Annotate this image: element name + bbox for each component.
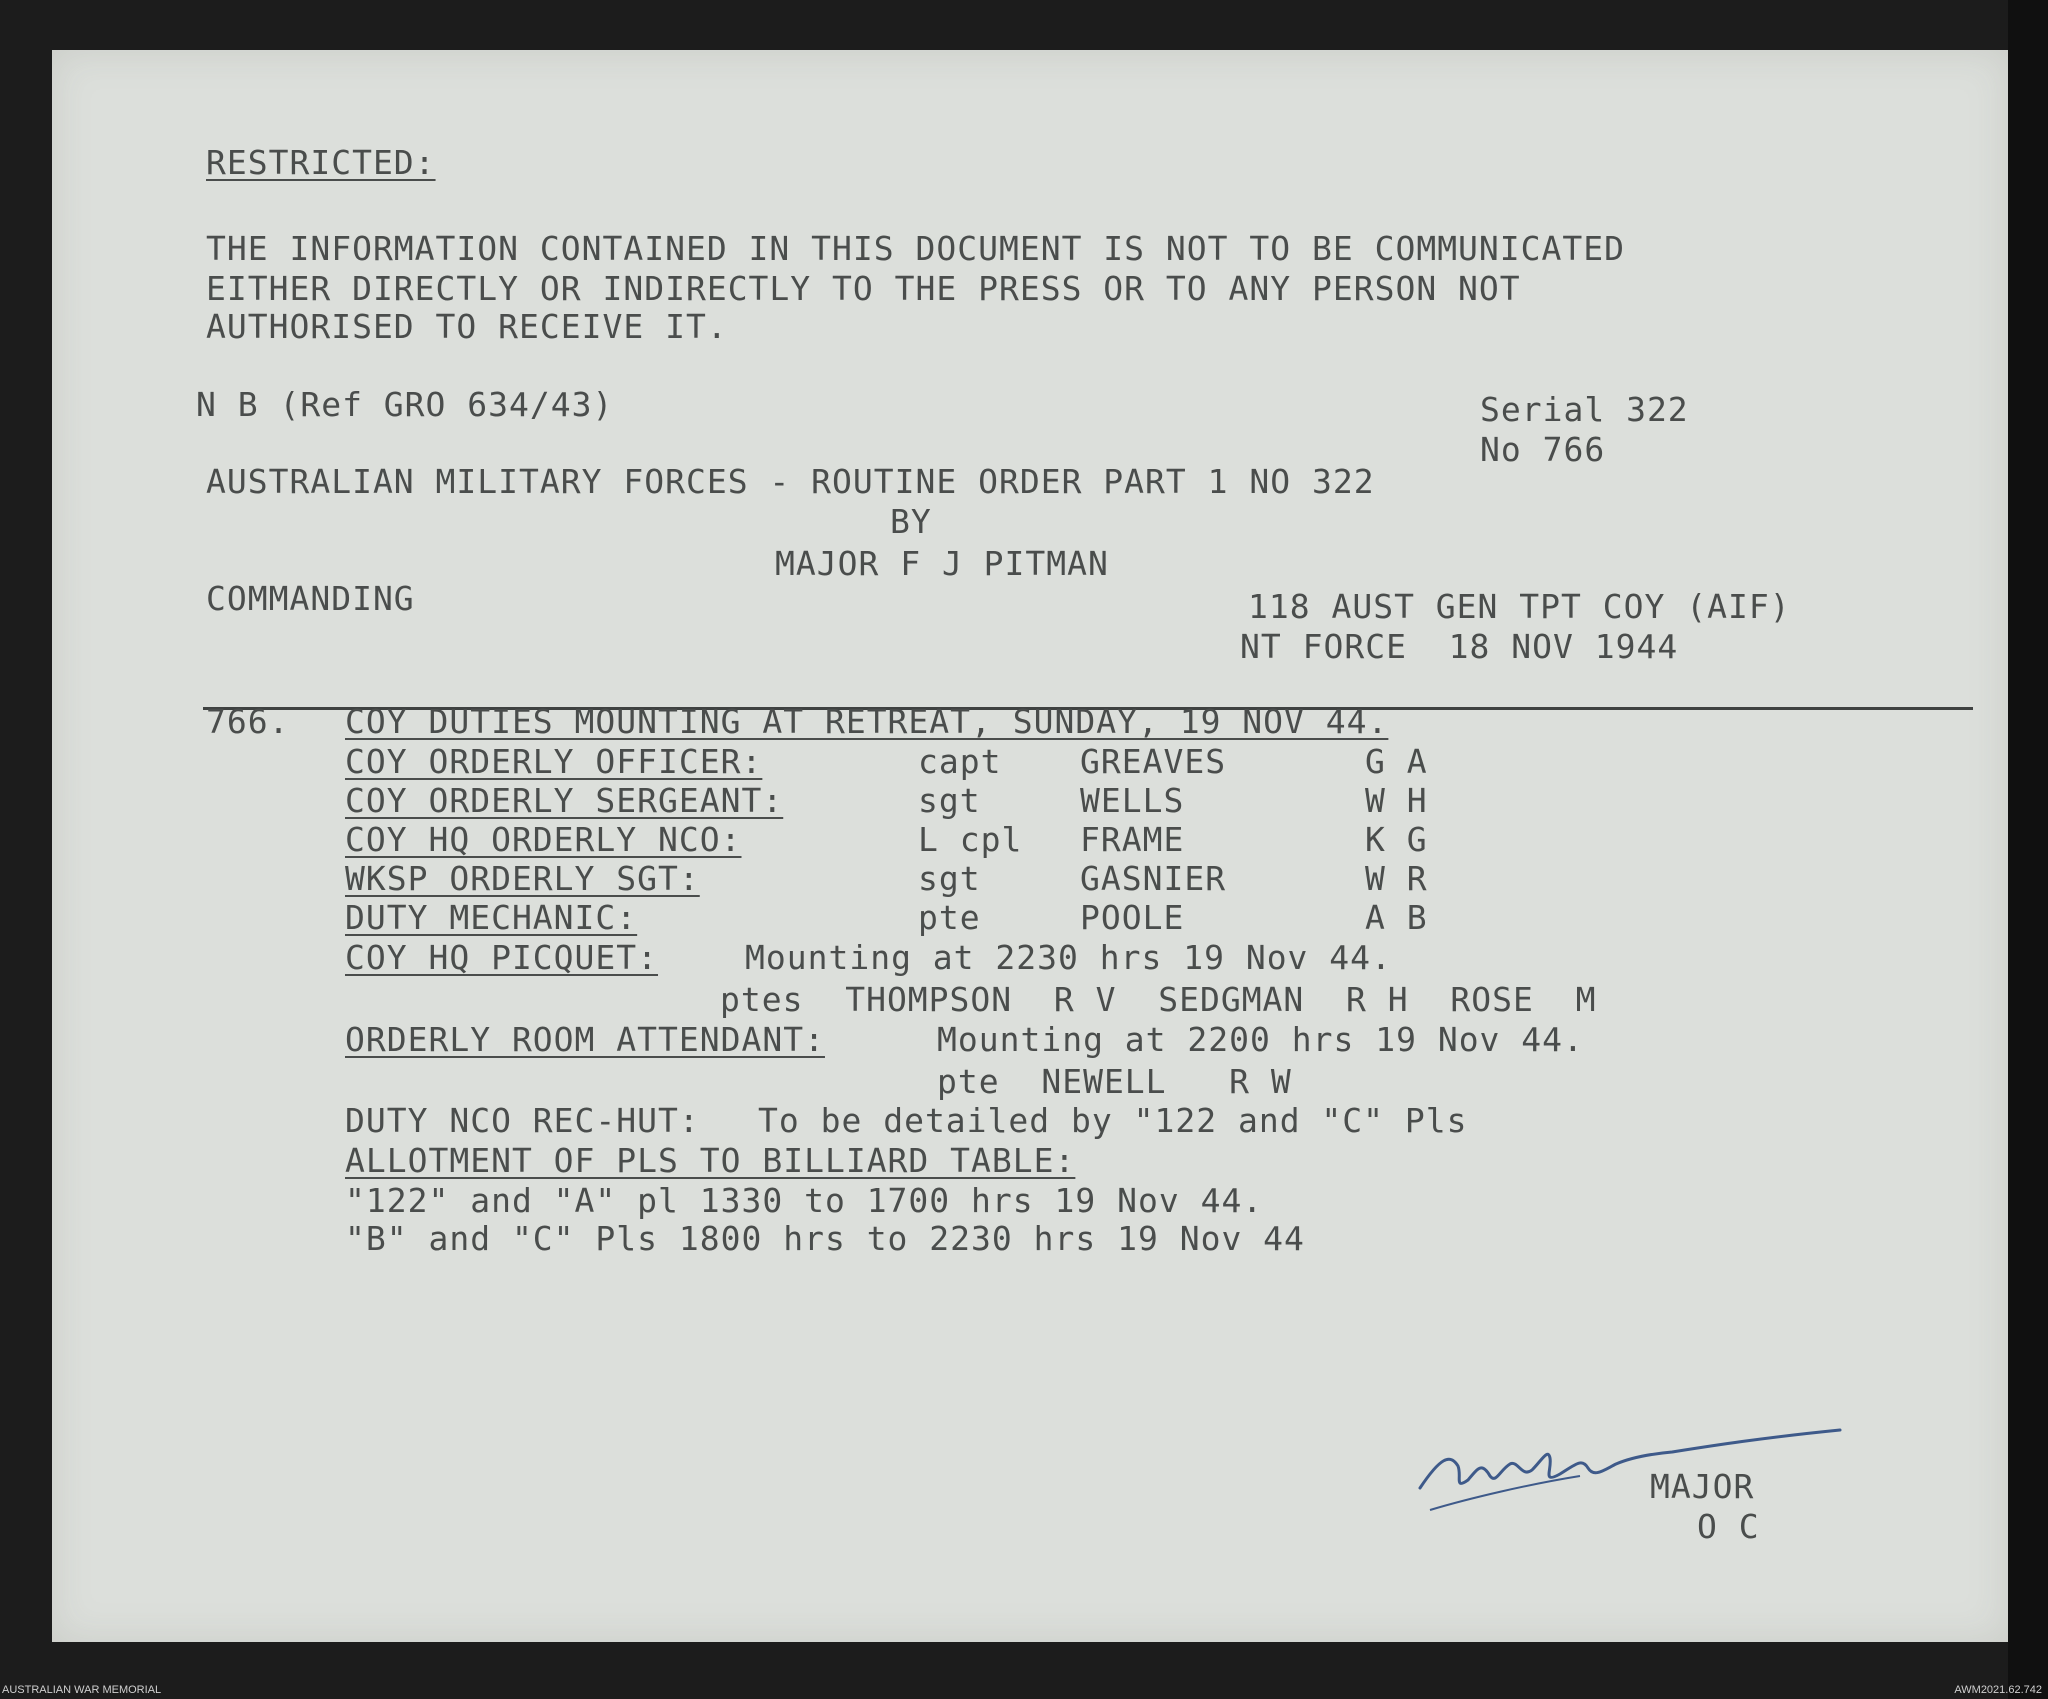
billiard-line-2: "B" and "C" Pls 1800 hrs to 2230 hrs 19 Nov 44: [345, 1219, 1305, 1258]
orderly-room-mounting: Mounting at 2200 hrs 19 Nov 44.: [937, 1020, 1584, 1059]
duty-rank: pte: [918, 898, 981, 937]
duty-initials: W H: [1365, 781, 1428, 820]
restricted-line-2: EITHER DIRECTLY OR INDIRECTLY TO THE PRESS OR TO ANY PERSON NOT: [206, 269, 1521, 308]
duty-role: COY ORDERLY SERGEANT:: [345, 781, 784, 820]
billiard-label: ALLOTMENT OF PLS TO BILLIARD TABLE:: [345, 1141, 1076, 1180]
commanding-label: COMMANDING: [206, 579, 415, 618]
unit-name: 118 AUST GEN TPT COY (AIF): [1248, 587, 1791, 626]
duty-role: COY HQ ORDERLY NCO:: [345, 820, 742, 859]
restricted-line-1: THE INFORMATION CONTAINED IN THIS DOCUMENT IS NOT TO BE COMMUNICATED: [206, 229, 1626, 268]
item-number: 766.: [206, 702, 290, 741]
force-and-date: NT FORCE 18 NOV 1944: [1240, 627, 1679, 666]
duty-initials: K G: [1365, 820, 1428, 859]
duty-role: COY ORDERLY OFFICER:: [345, 742, 763, 781]
order-title: AUSTRALIAN MILITARY FORCES - ROUTINE ORDER PART 1 NO 322: [206, 462, 1375, 501]
signoff-title: O C: [1697, 1507, 1760, 1546]
issuing-officer: MAJOR F J PITMAN: [775, 544, 1109, 583]
duty-name: FRAME: [1080, 820, 1185, 859]
duty-initials: W R: [1365, 859, 1428, 898]
reference-note: N B (Ref GRO 634/43): [196, 385, 614, 424]
restricted-line-3: AUTHORISED TO RECEIVE IT.: [206, 307, 728, 346]
duty-initials: A B: [1365, 898, 1428, 937]
duty-nco-label: DUTY NCO REC-HUT:: [345, 1101, 700, 1140]
picquet-members: ptes THOMPSON R V SEDGMAN R H ROSE M: [720, 980, 1597, 1019]
accession-number: AWM2021.62.742: [1954, 1684, 2042, 1696]
serial-number: Serial 322: [1480, 390, 1689, 429]
scan-background: [2008, 0, 2048, 1699]
duty-name: GREAVES: [1080, 742, 1227, 781]
archive-caption: AUSTRALIAN WAR MEMORIAL: [2, 1684, 162, 1696]
order-by: BY: [890, 502, 932, 541]
orderly-room-label: ORDERLY ROOM ATTENDANT:: [345, 1020, 825, 1059]
duty-name: POOLE: [1080, 898, 1185, 937]
signoff-rank: MAJOR: [1650, 1467, 1755, 1506]
picquet-mounting: Mounting at 2230 hrs 19 Nov 44.: [745, 938, 1392, 977]
duty-rank: sgt: [918, 859, 981, 898]
duty-rank: sgt: [918, 781, 981, 820]
signature-image: [1410, 1418, 1850, 1528]
restricted-heading: RESTRICTED:: [206, 143, 436, 182]
duty-nco-text: To be detailed by "122 and "C" Pls: [758, 1101, 1468, 1140]
duty-rank: capt: [918, 742, 1002, 781]
billiard-line-1: "122" and "A" pl 1330 to 1700 hrs 19 Nov 44.: [345, 1181, 1264, 1220]
duty-name: GASNIER: [1080, 859, 1227, 898]
orderly-room-member: pte NEWELL R W: [937, 1062, 1292, 1101]
picquet-label: COY HQ PICQUET:: [345, 938, 659, 977]
duty-role: WKSP ORDERLY SGT:: [345, 859, 700, 898]
duty-initials: G A: [1365, 742, 1428, 781]
item-heading: COY DUTIES MOUNTING AT RETREAT, SUNDAY, 19 NOV 44.: [345, 702, 1389, 741]
duty-role: DUTY MECHANIC:: [345, 898, 638, 937]
order-item-number: No 766: [1480, 430, 1606, 469]
duty-name: WELLS: [1080, 781, 1185, 820]
duty-rank: L cpl: [918, 820, 1023, 859]
